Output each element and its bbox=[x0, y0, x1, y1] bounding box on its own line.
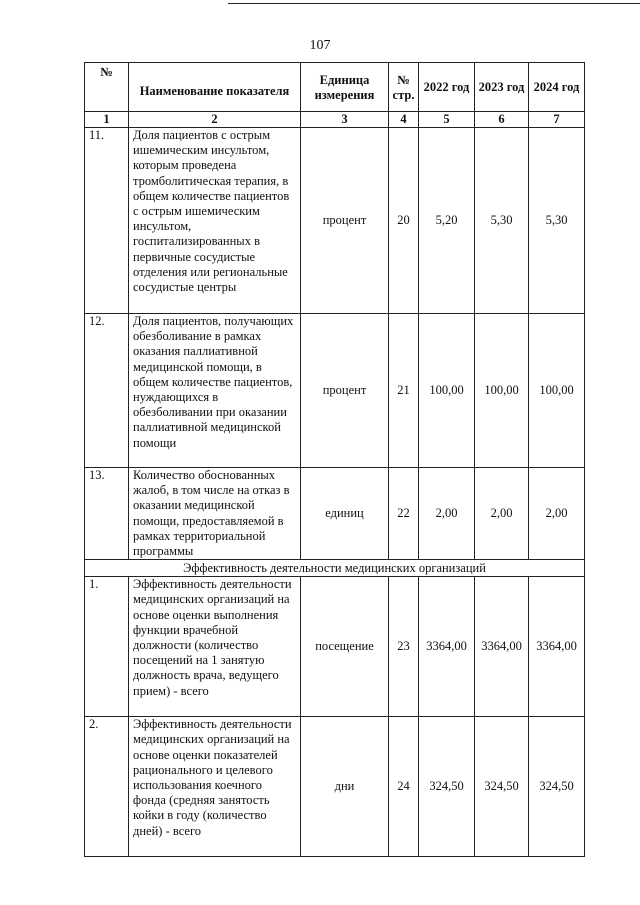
indicator-name: Количество обоснованных жалоб, в том числе на отказ в оказании медицинской помощи, предоставляемой в рамках территориальной программы bbox=[129, 468, 301, 560]
header-row bbox=[85, 63, 585, 112]
indicator-unit: посещение bbox=[301, 577, 389, 717]
indicator-name: Эффективность деятельности медицинских организаций на основе оценки выполнения функции врачебной должности (количество посещений на 1 занятую должность врача, ведущего прием) - всего bbox=[129, 577, 301, 717]
header-unit: Единица измерения bbox=[301, 63, 389, 112]
page-number: 107 bbox=[309, 38, 331, 53]
table-row bbox=[85, 577, 585, 717]
colnum-3: 3 bbox=[301, 112, 389, 128]
colnum-1: 1 bbox=[85, 112, 129, 128]
indicator-name: Доля пациентов с острым ишемическим инсультом, которым проведена тромболитическая терапия, в общем количестве пациентов с острым ишемическим инсультом, госпитализированных в первичные сосудистые отделения или региональные сосудистые центры bbox=[129, 128, 301, 314]
header-num: № bbox=[85, 63, 129, 112]
row-number: 2. bbox=[85, 717, 129, 857]
section-header-row bbox=[85, 560, 585, 577]
value-2022: 3364,00 bbox=[419, 577, 475, 717]
top-rule bbox=[228, 3, 640, 4]
column-number-row bbox=[85, 112, 585, 128]
line-number: 21 bbox=[389, 314, 419, 468]
value-2024: 5,30 bbox=[529, 128, 585, 314]
value-2023: 5,30 bbox=[475, 128, 529, 314]
colnum-4: 4 bbox=[389, 112, 419, 128]
table-row bbox=[85, 314, 585, 468]
value-2023: 3364,00 bbox=[475, 577, 529, 717]
row-number: 12. bbox=[85, 314, 129, 468]
value-2024: 2,00 bbox=[529, 468, 585, 560]
indicators-table bbox=[84, 62, 585, 857]
row-number: 1. bbox=[85, 577, 129, 717]
value-2024: 100,00 bbox=[529, 314, 585, 468]
header-name: Наименование показателя bbox=[129, 63, 301, 112]
value-2023: 2,00 bbox=[475, 468, 529, 560]
value-2023: 324,50 bbox=[475, 717, 529, 857]
value-2022: 100,00 bbox=[419, 314, 475, 468]
indicator-name: Доля пациентов, получающих обезболивание в рамках оказания паллиативной медицинской помощи, в общем количестве пациентов, нуждающихся в обезболивании при оказании паллиативной медицинской помощи bbox=[129, 314, 301, 468]
colnum-2: 2 bbox=[129, 112, 301, 128]
value-2024: 324,50 bbox=[529, 717, 585, 857]
value-2022: 2,00 bbox=[419, 468, 475, 560]
header-line: № стр. bbox=[389, 63, 419, 112]
value-2023: 100,00 bbox=[475, 314, 529, 468]
table-row bbox=[85, 717, 585, 857]
header-2022: 2022 год bbox=[419, 63, 475, 112]
indicator-unit: процент bbox=[301, 314, 389, 468]
line-number: 23 bbox=[389, 577, 419, 717]
indicator-unit: процент bbox=[301, 128, 389, 314]
value-2022: 324,50 bbox=[419, 717, 475, 857]
table-row bbox=[85, 468, 585, 560]
value-2022: 5,20 bbox=[419, 128, 475, 314]
colnum-7: 7 bbox=[529, 112, 585, 128]
section-title: Эффективность деятельности медицинских организаций bbox=[85, 560, 585, 577]
line-number: 24 bbox=[389, 717, 419, 857]
table-row bbox=[85, 128, 585, 314]
indicator-unit: дни bbox=[301, 717, 389, 857]
header-2023: 2023 год bbox=[475, 63, 529, 112]
row-number: 11. bbox=[85, 128, 129, 314]
indicator-unit: единиц bbox=[301, 468, 389, 560]
colnum-6: 6 bbox=[475, 112, 529, 128]
header-2024: 2024 год bbox=[529, 63, 585, 112]
value-2024: 3364,00 bbox=[529, 577, 585, 717]
indicator-name: Эффективность деятельности медицинских организаций на основе оценки показателей рационального и целевого использования коечного фонда (средняя занятость койки в году (количество дней) - всего bbox=[129, 717, 301, 857]
line-number: 22 bbox=[389, 468, 419, 560]
colnum-5: 5 bbox=[419, 112, 475, 128]
row-number: 13. bbox=[85, 468, 129, 560]
line-number: 20 bbox=[389, 128, 419, 314]
